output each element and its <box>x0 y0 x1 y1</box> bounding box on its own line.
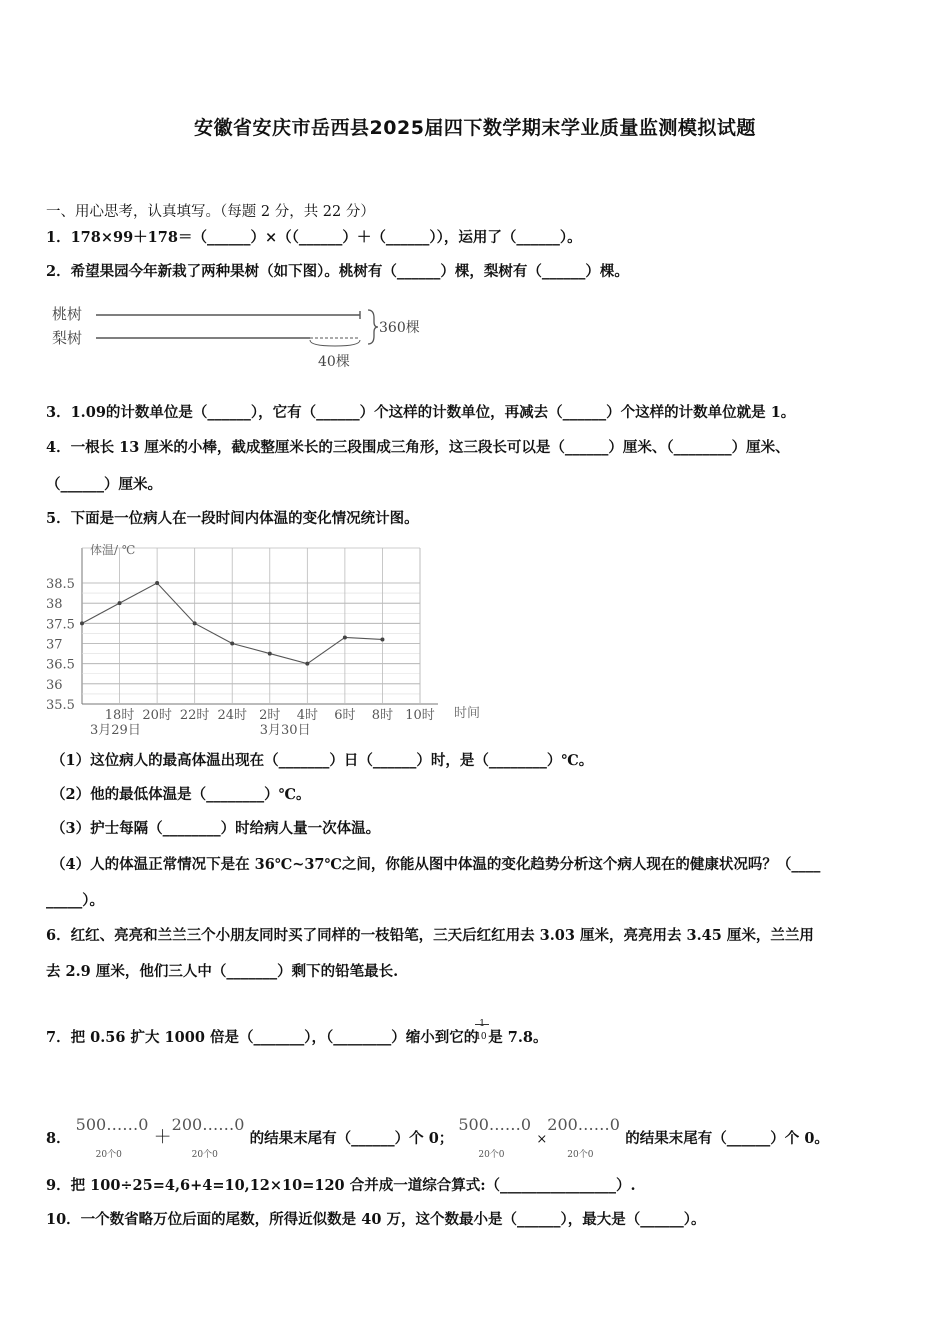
data-point <box>193 621 197 625</box>
fraction-denominator: 10 <box>475 1032 487 1042</box>
total-brace <box>368 310 378 344</box>
number-500-factor: 500……0 20个0 <box>458 1115 532 1160</box>
question-8-number: 8． <box>46 1130 71 1147</box>
question-8-text-b: 的结果末尾有（______）个 0。 <box>625 1130 829 1147</box>
y-axis-title: 体温/ ℃ <box>90 543 136 557</box>
x-tick-label: 18时 <box>104 708 135 723</box>
pear-label: 梨树 <box>52 329 83 347</box>
question-8: 8． 500……0 20个0 ＋ 200……0 20个0 的结果末尾有（______）个 0； 500……0 20个0 × 200……0 20个0 的结果末尾有（______）个 0。 <box>46 1115 829 1160</box>
x-axis-title: 时间 <box>454 706 481 721</box>
question-8-text-a: 的结果末尾有（______）个 0； <box>249 1130 454 1147</box>
y-tick-label: 37.5 <box>46 617 75 633</box>
tree-figure <box>46 296 446 372</box>
question-2: 2．希望果园今年新栽了两种果树（如下图）。桃树有（______）棵，梨树有（______）棵。 <box>46 263 629 280</box>
data-point <box>230 642 234 646</box>
question-7-text-a: 7．把 0.56 扩大 1000 倍是（_______），（________）缩小到它的 <box>46 1029 479 1046</box>
question-5-1: （1）这位病人的最高体温出现在（_______）日（______）时，是（________）℃。 <box>51 752 594 769</box>
x-tick-label: 10时 <box>405 708 435 723</box>
question-5-3: （3）护士每隔（________）时给病人量一次体温。 <box>51 820 381 837</box>
data-point <box>118 601 122 605</box>
y-tick-label: 35.5 <box>46 698 75 713</box>
x-tick-label: 6时 <box>334 708 356 723</box>
page-title: 安徽省安庆市岳西县2025届四下数学期末学业质量监测模拟试题 <box>194 117 756 139</box>
question-1: 1．178×99＋178＝（______）×（（______）＋（______）），运用了（______）。 <box>46 229 582 246</box>
x-tick-label: 20时 <box>142 708 172 723</box>
difference-brace <box>310 340 360 346</box>
data-point <box>155 581 159 585</box>
x-tick-label: 4时 <box>296 708 318 723</box>
x-tick-label: 24时 <box>217 708 247 723</box>
y-tick-label: 38 <box>46 597 63 613</box>
question-9: 9．把 100÷25=4,6+4=10,12×10=120 合并成一道综合算式:（________________）. <box>46 1177 636 1194</box>
total-label: 360棵 <box>379 320 420 336</box>
question-7 <box>46 1019 548 1048</box>
date-label-2: 3月30日 <box>259 723 311 738</box>
question-5-2: （2）他的最低体温是（________）℃。 <box>51 786 311 803</box>
number-200-term: 200……0 20个0 <box>171 1115 245 1160</box>
data-point <box>343 635 347 639</box>
data-point <box>305 662 309 666</box>
temperature-line-chart <box>44 538 504 742</box>
date-label-1: 3月29日 <box>90 723 141 738</box>
fraction-numerator: 1 <box>479 1019 485 1029</box>
question-5-4-line-2: _____）。 <box>46 892 104 909</box>
question-6-line-1: 6．红红、亮亮和兰兰三个小朋友同时买了同样的一枝铅笔，三天后红红用去 3.03 厘米，亮亮用去 3.45 厘米，兰兰用 <box>46 927 814 944</box>
x-tick-label: 2时 <box>259 708 281 723</box>
question-4-line-1: 4．一根长 13 厘米的小棒，截成整厘米长的三段围成三角形，这三段长可以是（______）厘米、（________）厘米、 <box>46 439 790 456</box>
x-tick-label: 8时 <box>371 708 394 723</box>
question-10: 10．一个数省略万位后面的尾数，所得近似数是 40 万，这个数最小是（______），最大是（______）。 <box>46 1211 706 1228</box>
data-point <box>380 637 384 641</box>
data-point <box>268 652 272 656</box>
peach-label: 桃树 <box>52 305 83 323</box>
section-heading: 一、用心思考，认真填写。（每题 2 分，共 22 分） <box>46 204 375 220</box>
x-tick-label: 22时 <box>179 708 210 723</box>
question-5: 5．下面是一位病人在一段时间内体温的变化情况统计图。 <box>46 510 419 527</box>
data-point <box>80 621 84 625</box>
question-3: 3．1.09的计数单位是（______），它有（______）个这样的计数单位，再减去（______）个这样的计数单位就是 1。 <box>46 404 796 421</box>
difference-label: 40棵 <box>318 354 350 370</box>
question-6-line-2: 去 2.9 厘米，他们三人中（_______）剩下的铅笔最长. <box>46 963 399 980</box>
y-tick-label: 37 <box>46 637 63 653</box>
question-7-text-b: 是 7.8。 <box>488 1029 548 1046</box>
question-4-line-2: （______）厘米。 <box>46 476 162 493</box>
y-tick-label: 36 <box>46 677 63 693</box>
y-tick-label: 36.5 <box>46 657 75 673</box>
number-500-term: 500……0 20个0 <box>75 1115 149 1160</box>
y-tick-label: 38.5 <box>46 577 75 592</box>
number-200-factor: 200……0 20个0 <box>547 1115 620 1160</box>
question-5-4-line-1: （4）人的体温正常情况下是在 36℃~37℃之间，你能从图中体温的变化趋势分析这个病人现在的健康状况吗？（____ <box>51 856 821 873</box>
